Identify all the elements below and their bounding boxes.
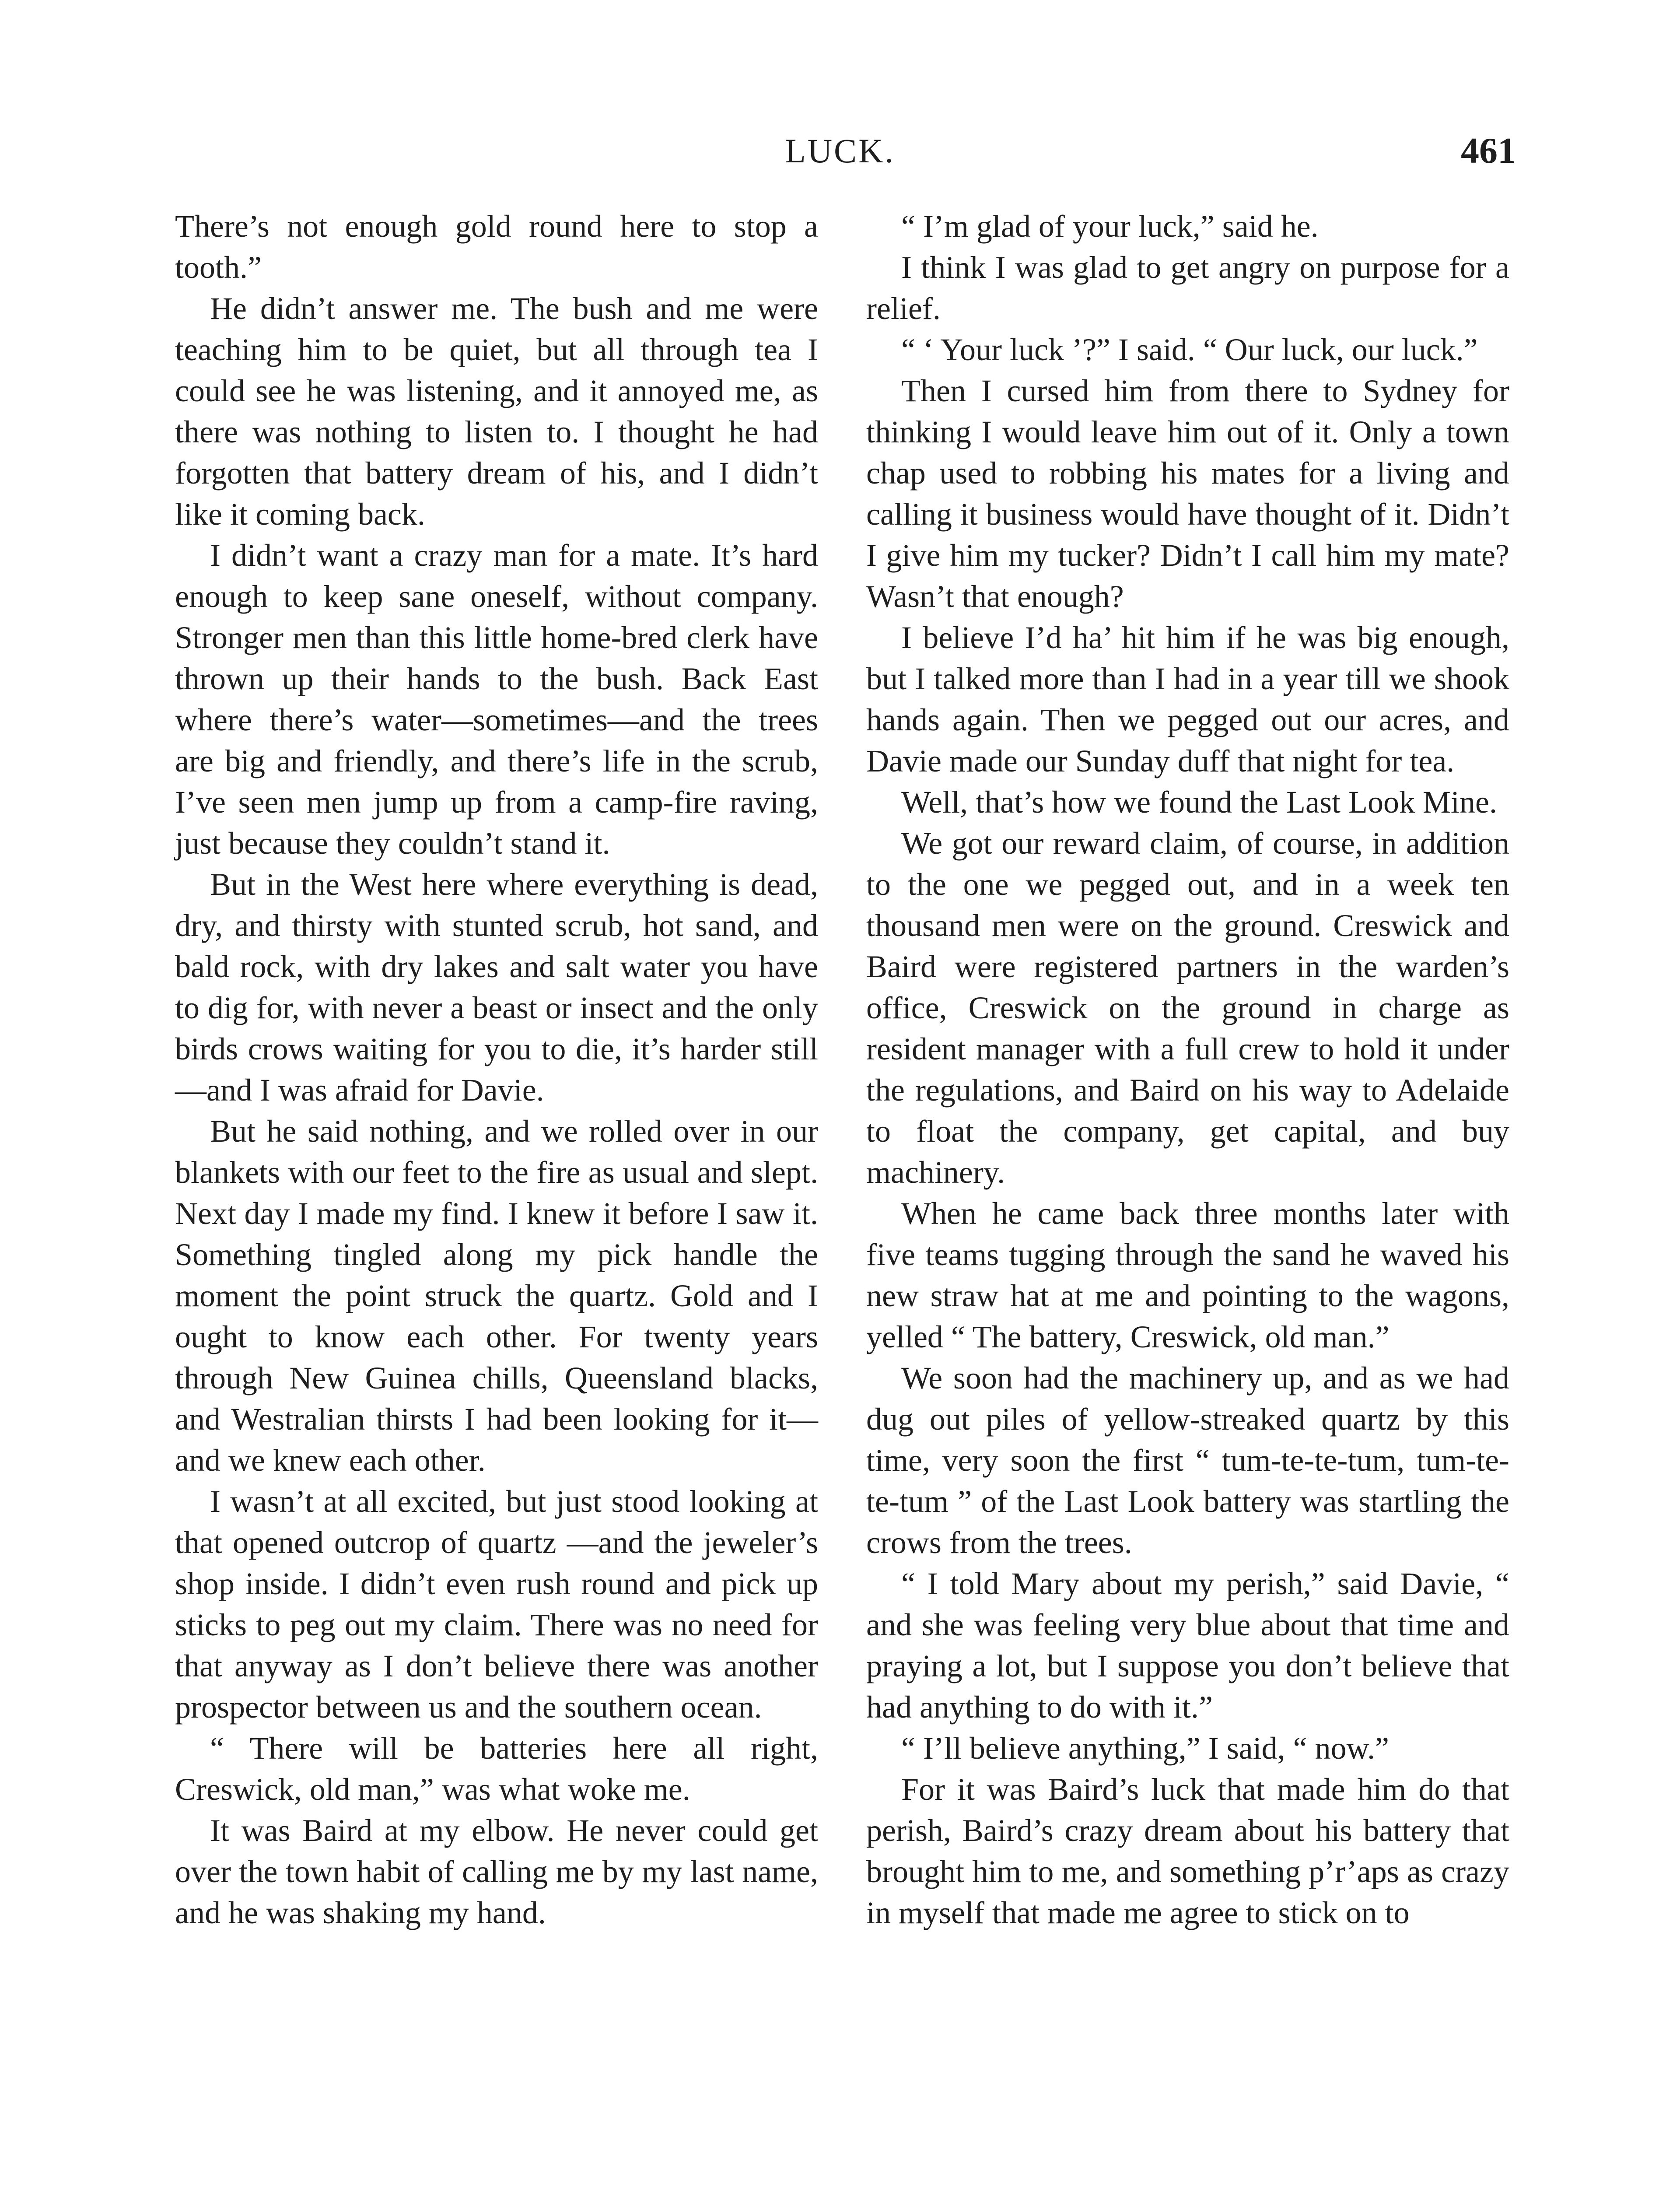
paragraph: But in the West here where everything is dead, dry, and thirsty with stunted scrub, hot sand, and bald rock, with dry lakes and salt water you have to dig for, with never a beast or insect and the only birds crows waiting for you to die, it’s harder still—and I was afraid for Davie. bbox=[175, 867, 818, 1108]
right-column bbox=[866, 206, 1509, 1933]
running-title: LUCK. bbox=[785, 132, 895, 170]
paragraph: For it was Baird’s luck that made him do that perish, Baird’s crazy dream about his battery that brought him to me, and something p’r’aps as crazy in myself that made me agree to stick on to bbox=[866, 1772, 1509, 1930]
paragraph: Then I cursed him from there to Sydney for thinking I would leave him out of it. Only a town chap used to robbing his mates for a living and calling it business would have thought of it. Didn’t I give him my tucker? Didn’t I call him my mate? Wasn’t that enough? bbox=[866, 373, 1509, 614]
left-column bbox=[175, 206, 818, 1933]
paragraph: I believe I’d ha’ hit him if he was big enough, but I talked more than I had in a year till we shook hands again. Then we pegged out our acres, and Davie made our Sunday duff that night for tea. bbox=[866, 620, 1509, 778]
paragraph: When he came back three months later with five teams tugging through the sand he waved his new straw hat at me and pointing to the wagons, yelled “ The battery, Creswick, old man.” bbox=[866, 1196, 1509, 1354]
paragraph: “ I’ll believe anything,” I said, “ now.” bbox=[901, 1731, 1389, 1766]
paragraph: I didn’t want a crazy man for a mate. It’s hard enough to keep sane oneself, without company. Stronger men than this little home-bred clerk have thrown up their hands to the bush. Back East where there’s water—sometimes—and the trees are big and friendly, and there’s life in the scrub, I’ve seen men jump up from a camp-fire raving, just because they couldn’t stand it. bbox=[175, 538, 818, 861]
paragraph: We got our reward claim, of course, in addition to the one we pegged out, and in a week ten thousand men were on the ground. Creswick and Baird were registered partners in the warden’s office, Creswick on the ground in charge as resident manager with a full crew to hold it under the regulations, and Baird on his way to Adelaide to float the company, get capital, and buy machinery. bbox=[866, 826, 1509, 1190]
paragraph: There’s not enough gold round here to stop a tooth.” bbox=[175, 209, 818, 285]
paragraph: We soon had the machinery up, and as we had dug out piles of yellow-streaked quartz by this time, very soon the first “ tum-te-te-tum, tum-te-te-tum ” of the Last Look battery was startling the crows from the trees. bbox=[866, 1360, 1509, 1560]
page-header bbox=[0, 131, 1680, 175]
paragraph: “ I’m glad of your luck,” said he. bbox=[901, 209, 1319, 244]
paragraph: “ ‘ Your luck ’?” I said. “ Our luck, our luck.” bbox=[901, 332, 1478, 367]
paragraph: He didn’t answer me. The bush and me were teaching him to be quiet, but all through tea I could see he was listening, and it annoyed me, as there was nothing to listen to. I thought he had forgotten that battery dream of his, and I didn’t like it coming back. bbox=[175, 291, 818, 532]
paragraph: I wasn’t at all excited, but just stood looking at that opened outcrop of quartz —and the jeweler’s shop inside. I didn’t even rush round and pick up sticks to peg out my claim. There was no need for that anyway as I don’t believe there was another prospector between us and the southern ocean. bbox=[175, 1484, 818, 1725]
paragraph: “ There will be batteries here all right, Creswick, old man,” was what woke me. bbox=[175, 1731, 818, 1807]
paragraph: But he said nothing, and we rolled over in our blankets with our feet to the fire as usual and slept. Next day I made my find. I knew it before I saw it. Something tingled along my pick handle the moment the point struck the quartz. Gold and I ought to know each other. For twenty years through New Guinea chills, Queensland blacks, and Westralian thirsts I had been looking for it—and we knew each other. bbox=[175, 1114, 818, 1478]
paragraph: Well, that’s how we found the Last Look Mine. bbox=[901, 785, 1497, 820]
paragraph: It was Baird at my elbow. He never could get over the town habit of calling me by my last name, and he was shaking my hand. bbox=[175, 1813, 818, 1930]
paragraph: “ I told Mary about my perish,” said Davie, “ and she was feeling very blue about that time and praying a lot, but I suppose you don’t believe that had anything to do with it.” bbox=[866, 1566, 1509, 1725]
page-number: 461 bbox=[1461, 130, 1516, 171]
paragraph: I think I was glad to get angry on purpose for a relief. bbox=[866, 250, 1509, 326]
